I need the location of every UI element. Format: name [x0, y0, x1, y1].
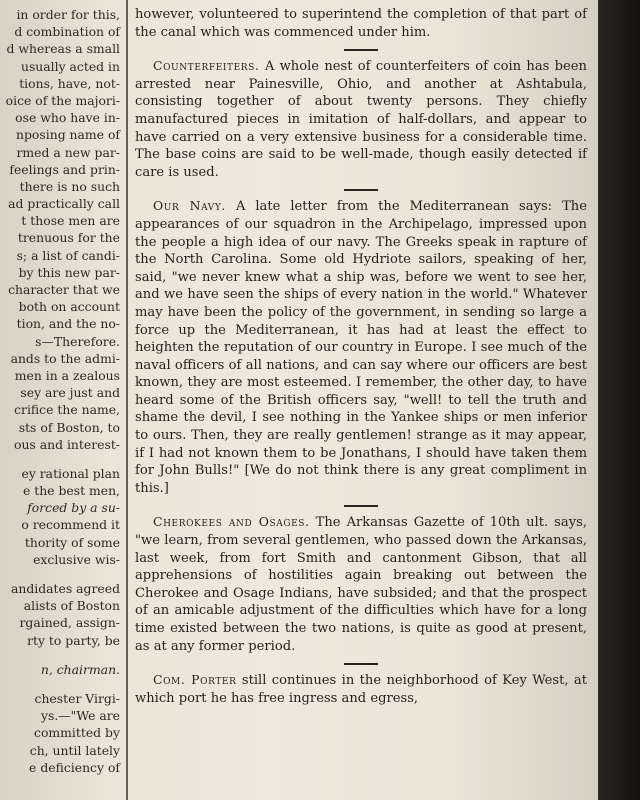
left-column-line: alists of Boston [23, 598, 120, 614]
left-column-line: character that we [8, 282, 120, 297]
left-column-line: committed by [34, 725, 120, 741]
left-column-line: men in a zealous [14, 367, 120, 383]
left-column-line: ands to the admi- [10, 350, 120, 366]
left-column-line: thority of some [24, 534, 120, 550]
line-gap [0, 678, 122, 690]
article-separator [344, 189, 378, 191]
article-separator [344, 505, 378, 507]
article-separator [344, 49, 378, 51]
article-separator [344, 663, 378, 665]
left-column-line: t those men are [21, 213, 120, 229]
article-body: A late letter from the Mediterranean says: The appearances of our squadron in the Archipelago, impressed upon the people a high idea of our navy. The Greeks speak in rapture of the North Carolina. Some old Hydriote sailors, speaking of her, said, "we never knew what a ship was, before we went to see her, and we have seen the ships of every nation in the world." Whatever may have been the policy of the government, in sending so large a force up the Mediterranean, it has had at least the effect to heighten the reputation of our country in Europe. I see much of the naval officers of all nations, and can say where our officers are best known, they are most esteemed. I remember, the other day, to have heard some of the British officers say, "well! to tell the truth and shame the devil, I see nothing in the Yankee ships or men inferior to ours. Then, they are really gentlemen! strange as it may appear, if I had not known them to be Jonathans, I should have taken them for John Bulls!" [We do not think there is any great compliment in this.] [135, 199, 587, 496]
article-heading: Our Navy. [153, 198, 226, 214]
article-com-porter [135, 671, 587, 707]
article-body: A whole nest of counterfeiters of coin has been arrested near Painesville, Ohio, and another at Ashtabula, consisting together of about twenty persons. They chiefly manufactured pieces in imitation of half-dollars, and appear to have carried on a very extensive business for a considerable time. The base coins are said to be well-made, though easily detected if care is used. [135, 59, 587, 180]
left-column-line: ous and interest- [13, 436, 120, 452]
left-column-line: rgained, assign- [19, 615, 120, 631]
left-column-line: exclusive wis- [33, 551, 120, 567]
intro-paragraph: however, volunteered to superintend the completion of that part of the canal which was commenced under him. [135, 7, 587, 40]
main-column [135, 6, 587, 707]
left-column-line: s—Therefore. [35, 333, 120, 349]
left-column-line: in order for this, [16, 7, 120, 22]
article-heading: Counterfeiters. [153, 58, 260, 74]
left-column-line: chester Virgi- [34, 690, 120, 706]
left-column-line: andidates agreed [10, 581, 120, 596]
left-column-line: there is no such [19, 178, 120, 194]
left-column-line: s; a list of candi- [16, 247, 120, 263]
page-edge-shadow [598, 0, 640, 800]
left-column-line: nposing name of [16, 127, 120, 143]
left-column-line: feelings and prin- [9, 161, 120, 177]
left-column-line: both on account [18, 299, 120, 315]
left-column-line: rty to party, be [27, 632, 120, 648]
left-column-line: sts of Boston, to [18, 419, 120, 435]
left-column-line: ey rational plan [21, 465, 120, 481]
article-counterfeiters [135, 57, 587, 181]
left-column-line: d combination of [14, 24, 120, 40]
left-column-line: rmed a new par- [16, 144, 120, 160]
article-cherokees-osages [135, 513, 587, 655]
article-body: The Arkansas Gazette of 10th ult. says, "we learn, from several gentlemen, who passed down the Arkansas, last week, from fort Smith and cantonment Gibson, that all apprehensions of hostilities again breaking out between the Cherokee and Osage Indians, have subsided; and that the prospect of an amicable adjustment of the difficulties which have for a long time existed between the two nations, is quite as good at present, as at any former period. [135, 515, 587, 654]
left-column-line: e deficiency of [29, 759, 120, 775]
left-column-line: n, chairman. [40, 661, 120, 677]
left-column-line: usually acted in [20, 58, 120, 74]
left-column-line: by this new par- [18, 264, 120, 280]
left-column-line: ys.—"We are [40, 708, 120, 724]
article-body: still continues in the neighborhood of Key West, at which port he has free ingress and egress, [135, 673, 587, 706]
article-our-navy [135, 197, 587, 497]
left-column-line: crifice the name, [14, 402, 120, 418]
left-column-line: o recommend it [21, 517, 120, 533]
left-column-line: sey are just and [20, 385, 120, 401]
left-column [0, 6, 122, 776]
left-column-line: tions, have, not- [19, 75, 120, 91]
line-gap [0, 453, 122, 465]
left-column-line: oice of the majori- [5, 92, 120, 108]
line-gap [0, 568, 122, 580]
article-heading: Com. Porter [153, 672, 237, 688]
left-column-line: ad practically call [8, 196, 120, 212]
column-rule [126, 0, 128, 800]
left-column-line: d whereas a small [6, 41, 120, 57]
left-column-line: forced by a su- [27, 500, 120, 516]
left-column-line: trenuous for the [17, 230, 120, 246]
line-gap [0, 649, 122, 661]
left-column-line: ch, until lately [29, 742, 120, 758]
article-heading: Cherokees and Osages. [153, 514, 310, 530]
left-column-line: tion, and the no- [16, 316, 120, 332]
left-column-line: e the best men, [22, 483, 120, 499]
left-column-line: ose who have in- [15, 110, 120, 126]
